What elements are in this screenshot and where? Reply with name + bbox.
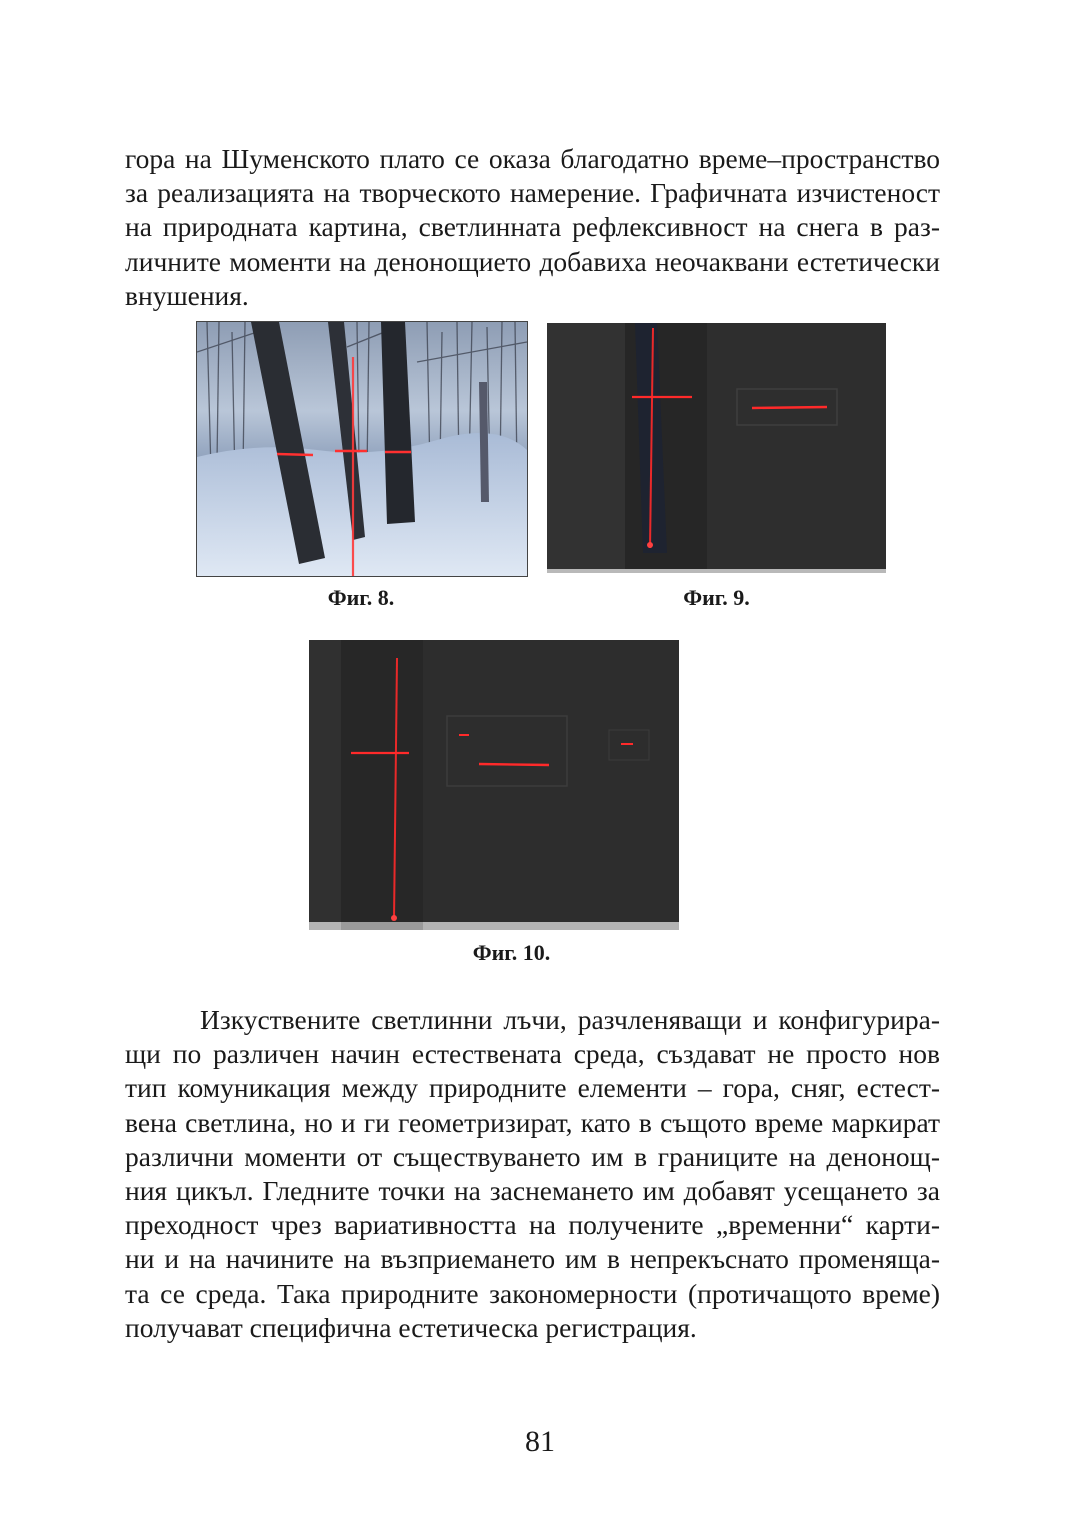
text-line: ния цикъл. Гледните точки на заснемането им добавят усещането за [125, 1175, 940, 1207]
night-laser-image [309, 640, 679, 930]
text-line: ни и на начините на възприемането им в непрекъснато променяща- [125, 1243, 940, 1275]
text-line: преходност чрез вариативността на получените „временни“ карти- [125, 1209, 940, 1241]
text-line: щи по различен начин естествената среда, създават не просто нов [125, 1038, 940, 1070]
paragraph-bottom [125, 1003, 940, 1345]
text-line: на природната картина, светлинната рефлексивност на снега в раз- [125, 211, 940, 243]
text-line: Изкуствените светлинни лъчи, разчленяващи и конфигурира- [200, 1004, 940, 1035]
figure-10-photo [309, 640, 679, 930]
text-line: внушения. [125, 279, 249, 311]
text-line: гора на Шуменското плато се оказа благодатно време–пространство [125, 143, 940, 174]
figure-8-caption: Фиг. 8. [327, 585, 395, 610]
text-line: та се среда. Така природните закономерности (протичащото време) [125, 1277, 940, 1309]
figure-8-photo [196, 321, 528, 577]
forest-snow-image [197, 322, 527, 576]
text-line: за реализацията на творческото намерение. Графичната изчистеност [125, 177, 940, 209]
figure-10-caption: Фиг. 10. [472, 940, 551, 965]
text-line: личните моменти на денонощието добавиха неочаквани естетически [125, 245, 940, 277]
paragraph-top [125, 142, 940, 313]
text-line: вена светлина, но и ги геометризират, като в същото време маркират [125, 1106, 940, 1138]
text-line: получават специфична естетическа регистрация. [125, 1311, 697, 1343]
night-forest-image [547, 323, 886, 573]
text-line: тип комуникация между природните елементи – гора, сняг, естест- [125, 1072, 940, 1104]
figure-9-caption: Фиг. 9. [683, 585, 750, 610]
page-number: 81 [525, 1425, 555, 1458]
text-line: различни моменти от съществуването им в границите на денонощ- [125, 1140, 940, 1172]
figure-9-photo [547, 323, 886, 573]
